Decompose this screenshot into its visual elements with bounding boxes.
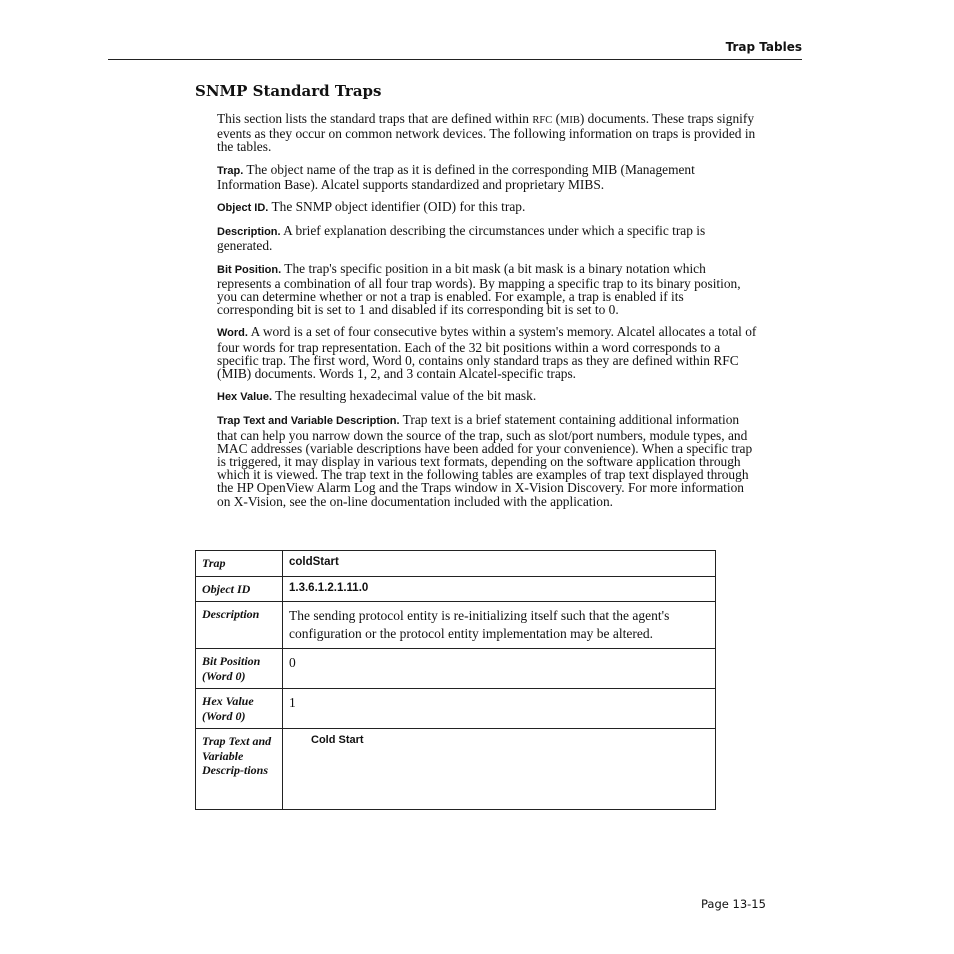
definition-text: A brief explanation describing the circumstances under which a specific trap is generated. [217,223,706,254]
definition-term: Bit Position. [217,263,282,276]
table-row [196,602,716,649]
definition-text: The SNMP object identifier (OID) for this trap. [268,199,526,215]
table-row [196,689,716,729]
section-body [217,112,760,517]
definition-word [217,325,760,380]
definition-bit-position [217,262,760,317]
definition-hex-value [217,389,760,404]
definition-trap-text [217,413,760,507]
intro-paragraph [217,112,760,154]
definition-term: Trap Text and Variable Description. [217,415,400,428]
table-row [196,729,716,810]
row-label: Trap Text and Variable Descrip-tions [196,729,283,810]
row-value: The sending protocol entity is re-initializing itself such that the agent's configuration or the protocol entity implementation may be altered. [283,602,716,649]
intro-mib: MIB [560,115,580,126]
intro-text-end: ) documents. These traps signify events as they occur on common network devices. The following information on traps is provided in the tables. [217,111,756,155]
trap-table [195,550,716,810]
running-header: Trap Tables [725,40,802,54]
row-value: 1.3.6.1.2.1.11.0 [283,576,716,602]
definition-term: Hex Value. [217,391,273,404]
row-label: Bit Position (Word 0) [196,649,283,689]
definition-term: Description. [217,226,281,239]
definition-term: Trap. [217,164,244,177]
row-label: Object ID [196,576,283,602]
row-value-cell [283,729,716,810]
table-row [196,551,716,577]
row-label: Hex Value (Word 0) [196,689,283,729]
definition-text: The resulting hexadecimal value of the bit mask. [272,388,537,404]
row-label: Trap [196,551,283,577]
intro-text-start: This section lists the standard traps that are defined within [217,111,533,126]
definition-term: Object ID. [217,202,269,215]
intro-rfc: RFC [532,115,553,126]
definition-text: A word is a set of four consecutive bytes within a system's memory. Alcatel allocates a total of four words for trap representation. Each of the 32 bit positions within a word corresponds to a specific trap. The first word, Word 0, contains only standard traps as they are defined within RFC (MIB) documents. Words 1, 2, and 3 contain Alcatel-specific traps. [217,324,757,382]
definition-text: The object name of the trap as it is defined in the corresponding MIB (Management Information Base). Alcatel supports standardized and proprietary MIBS. [217,161,695,192]
table-row [196,649,716,689]
definition-trap [217,163,760,191]
row-label: Description [196,602,283,649]
definition-term: Word. [217,327,248,340]
page-number: Page 13-15 [701,897,766,911]
section-title: SNMP Standard Traps [195,82,382,100]
intro-text-mid: ( [552,111,561,126]
row-value: Cold Start [311,734,364,746]
header-rule [108,59,802,60]
definition-text: The trap's specific position in a bit mask (a bit mask is a binary notation which represents a combination of all four trap words). By mapping a specific trap to its binary position, you can determine whether or not a trap is enabled. For example, a trap is enabled if its corresponding bit is set to 1 and disabled if its corresponding bit is set to 0. [217,260,741,318]
row-value: coldStart [283,551,716,577]
definition-description [217,224,760,252]
row-value: 0 [283,649,716,689]
row-value: 1 [283,689,716,729]
definition-text: Trap text is a brief statement containing additional information that can help you narrow down the source of the trap, such as slot/port numbers, module types, and MAC addresses (variable descriptions have been added for your convenience). When a specific trap is triggered, it may display in various text formats, depending on the software application through which it is viewed. The trap text in the following tables are examples of trap text displayed through the HP OpenView Alarm Log and the Traps window in X-Vision Discovery. For more information on X-Vision, see the on-line documentation included with the application. [217,412,753,509]
table-row [196,576,716,602]
definition-object-id [217,200,760,215]
